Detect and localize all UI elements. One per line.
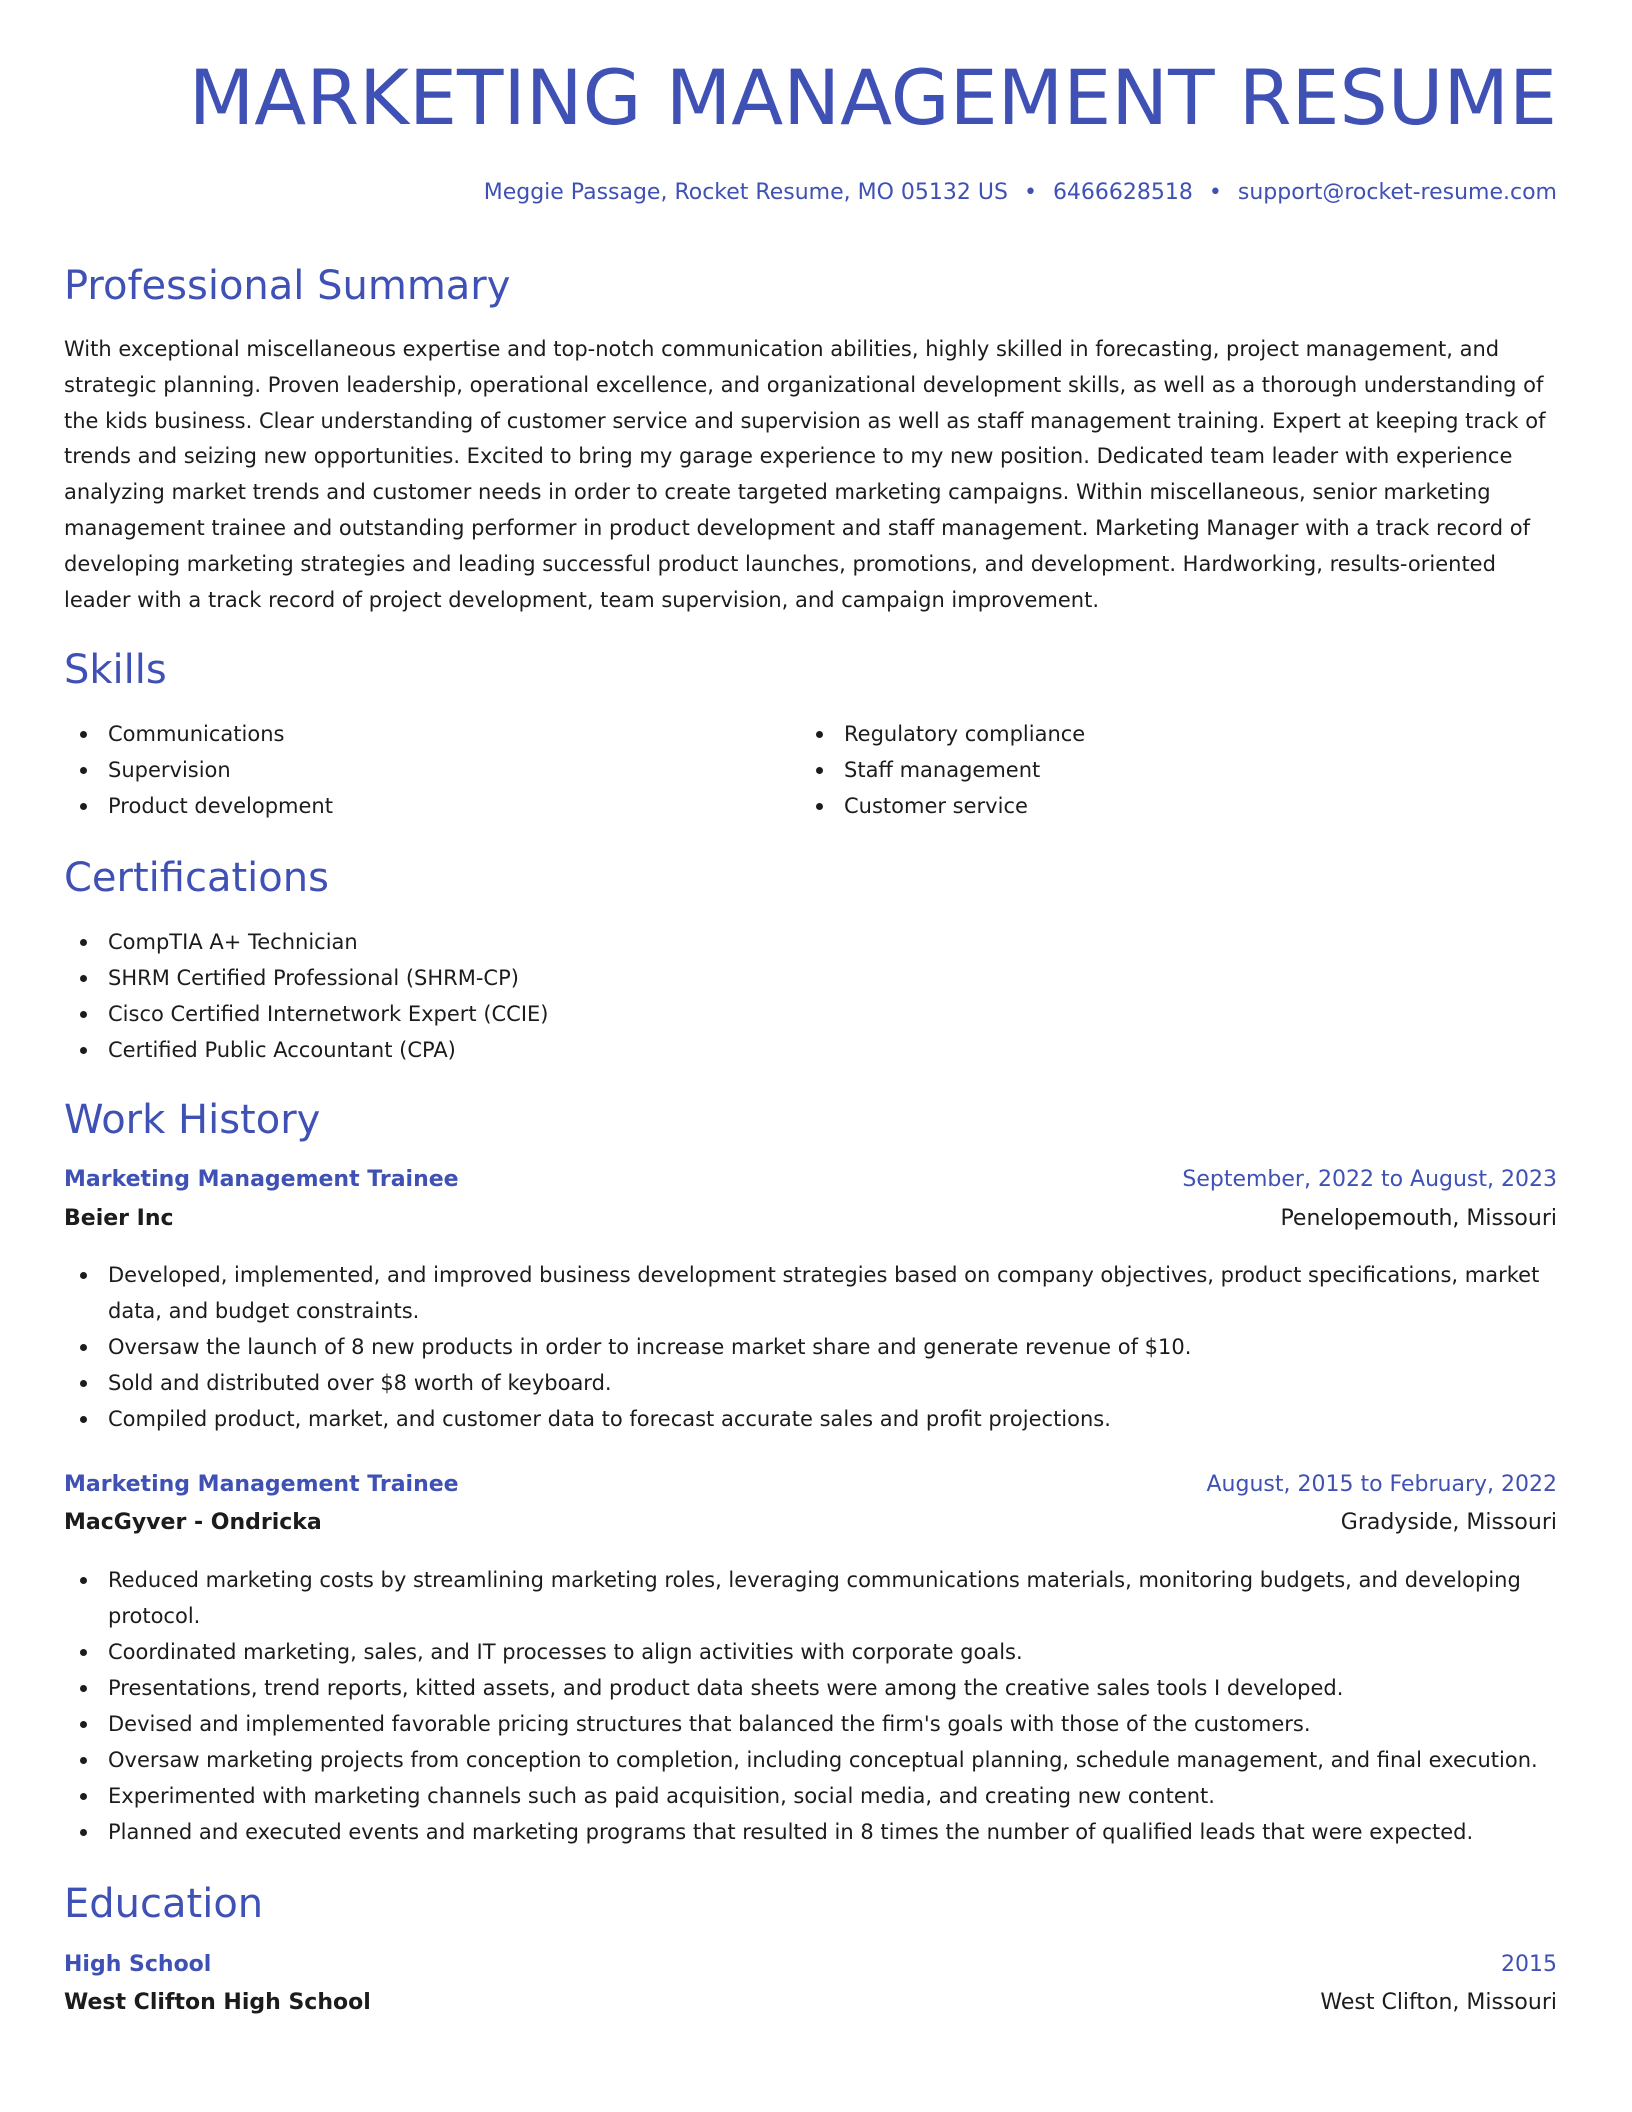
certifications-list (64, 924, 549, 1068)
certification-item: CompTIA A+ Technician (64, 924, 549, 960)
certifications-heading: Certifications (64, 855, 329, 901)
summary-line: developing marketing strategies and leading successful product launches, promotions, and development. Hardworking, results-oriented (64, 551, 1496, 576)
summary-line: management trainee and outstanding performer in product development and staff management. Marketing Manager with a track record of (64, 515, 1531, 540)
summary-line: the kids business. Clear understanding of customer service and supervision as well as staff management training. Expert at keeping track of (64, 408, 1546, 433)
skills-heading: Skills (64, 647, 167, 693)
resume-title: MARKETING MANAGEMENT RESUME (188, 53, 1557, 142)
summary-line: trends and seizing new opportunities. Excited to bring my garage experience to my new position. Dedicated team leader with experience (64, 444, 1513, 469)
job-bullet: Devised and implemented favorable pricing structures that balanced the firm's goals with those of the customers. (64, 1706, 1557, 1742)
job-company: Beier Inc (64, 1206, 174, 1231)
education-school: West Clifton High School (64, 1990, 371, 2015)
skill-item: Supervision (64, 752, 333, 788)
job-location: Gradyside, Missouri (1340, 1510, 1557, 1535)
contact-separator: • (1208, 180, 1222, 205)
job-company: MacGyver - Ondricka (64, 1510, 322, 1535)
summary-line: leader with a track record of project development, team supervision, and campaign improvement. (64, 587, 1100, 612)
education-header (64, 1952, 1557, 1988)
summary-heading: Professional Summary (64, 263, 511, 309)
certification-item: SHRM Certified Professional (SHRM-CP) (64, 960, 549, 996)
contact-address: Meggie Passage, Rocket Resume, MO 05132 US (483, 180, 1008, 205)
certification-item: Certified Public Accountant (CPA) (64, 1032, 549, 1068)
education-degree: High School (64, 1952, 212, 1977)
summary-line: strategic planning. Proven leadership, operational excellence, and organizational development skills, as well as a thorough understanding of (64, 372, 1544, 397)
skills-list-left (64, 716, 333, 824)
education-school-row (64, 1990, 1557, 2026)
job-bullet: Presentations, trend reports, kitted assets, and product data sheets were among the creative sales tools I developed. (64, 1670, 1557, 1706)
summary-line: With exceptional miscellaneous expertise and top-notch communication abilities, highly skilled in forecasting, project management, and (64, 337, 1500, 361)
job-bullet: Oversaw the launch of 8 new products in order to increase market share and generate revenue of $10. (64, 1329, 1557, 1365)
skill-item: Product development (64, 788, 333, 824)
job-title: Marketing Management Trainee (64, 1472, 459, 1497)
job-bullet: Developed, implemented, and improved business development strategies based on company objectives, product specifications, market data, and budget constraints. (64, 1257, 1557, 1329)
summary-line: analyzing market trends and customer needs in order to create targeted marketing campaigns. Within miscellaneous, senior marketing (64, 480, 1491, 505)
work-history-heading: Work History (64, 1097, 321, 1143)
education-heading: Education (64, 1881, 264, 1927)
certification-item: Cisco Certified Internetwork Expert (CCIE) (64, 996, 549, 1032)
contact-separator: • (1023, 180, 1037, 205)
job-location: Penelopemouth, Missouri (1280, 1206, 1557, 1231)
job-header (64, 1472, 1557, 1508)
job-bullet: Sold and distributed over $8 worth of keyboard. (64, 1365, 1557, 1401)
job-company-row (64, 1206, 1557, 1242)
contact-phone: 6466628518 (1052, 180, 1193, 205)
education-year: 2015 (1501, 1952, 1557, 1977)
job-title: Marketing Management Trainee (64, 1167, 459, 1192)
job-dates: September, 2022 to August, 2023 (1182, 1167, 1557, 1192)
job-company-row (64, 1510, 1557, 1546)
job-bullet: Oversaw marketing projects from conception to completion, including conceptual planning, schedule management, and final execution. (64, 1742, 1557, 1778)
skills-list-right (800, 716, 1085, 824)
contact-line (484, 180, 1557, 205)
job-header (64, 1167, 1557, 1203)
resume-page (64, 0, 1557, 2015)
job-bullet: Planned and executed events and marketing programs that resulted in 8 times the number of qualified leads that were expected. (64, 1814, 1557, 1850)
skill-item: Customer service (800, 788, 1085, 824)
job-bullet: Reduced marketing costs by streamlining marketing roles, leveraging communications materials, monitoring budgets, and developing protocol. (64, 1562, 1557, 1634)
skill-item: Regulatory compliance (800, 716, 1085, 752)
education-location: West Clifton, Missouri (1320, 1990, 1557, 2015)
job-bullet: Experimented with marketing channels such as paid acquisition, social media, and creating new content. (64, 1778, 1557, 1814)
skill-item: Communications (64, 716, 333, 752)
job-bullet: Coordinated marketing, sales, and IT processes to align activities with corporate goals. (64, 1634, 1557, 1670)
job-bullets (64, 1257, 1557, 1437)
job-bullets (64, 1562, 1557, 1850)
job-bullet: Compiled product, market, and customer data to forecast accurate sales and profit projections. (64, 1401, 1557, 1437)
contact-email: support@rocket-resume.com (1237, 180, 1557, 205)
summary-text (64, 332, 1557, 618)
job-dates: August, 2015 to February, 2022 (1206, 1472, 1557, 1497)
skill-item: Staff management (800, 752, 1085, 788)
